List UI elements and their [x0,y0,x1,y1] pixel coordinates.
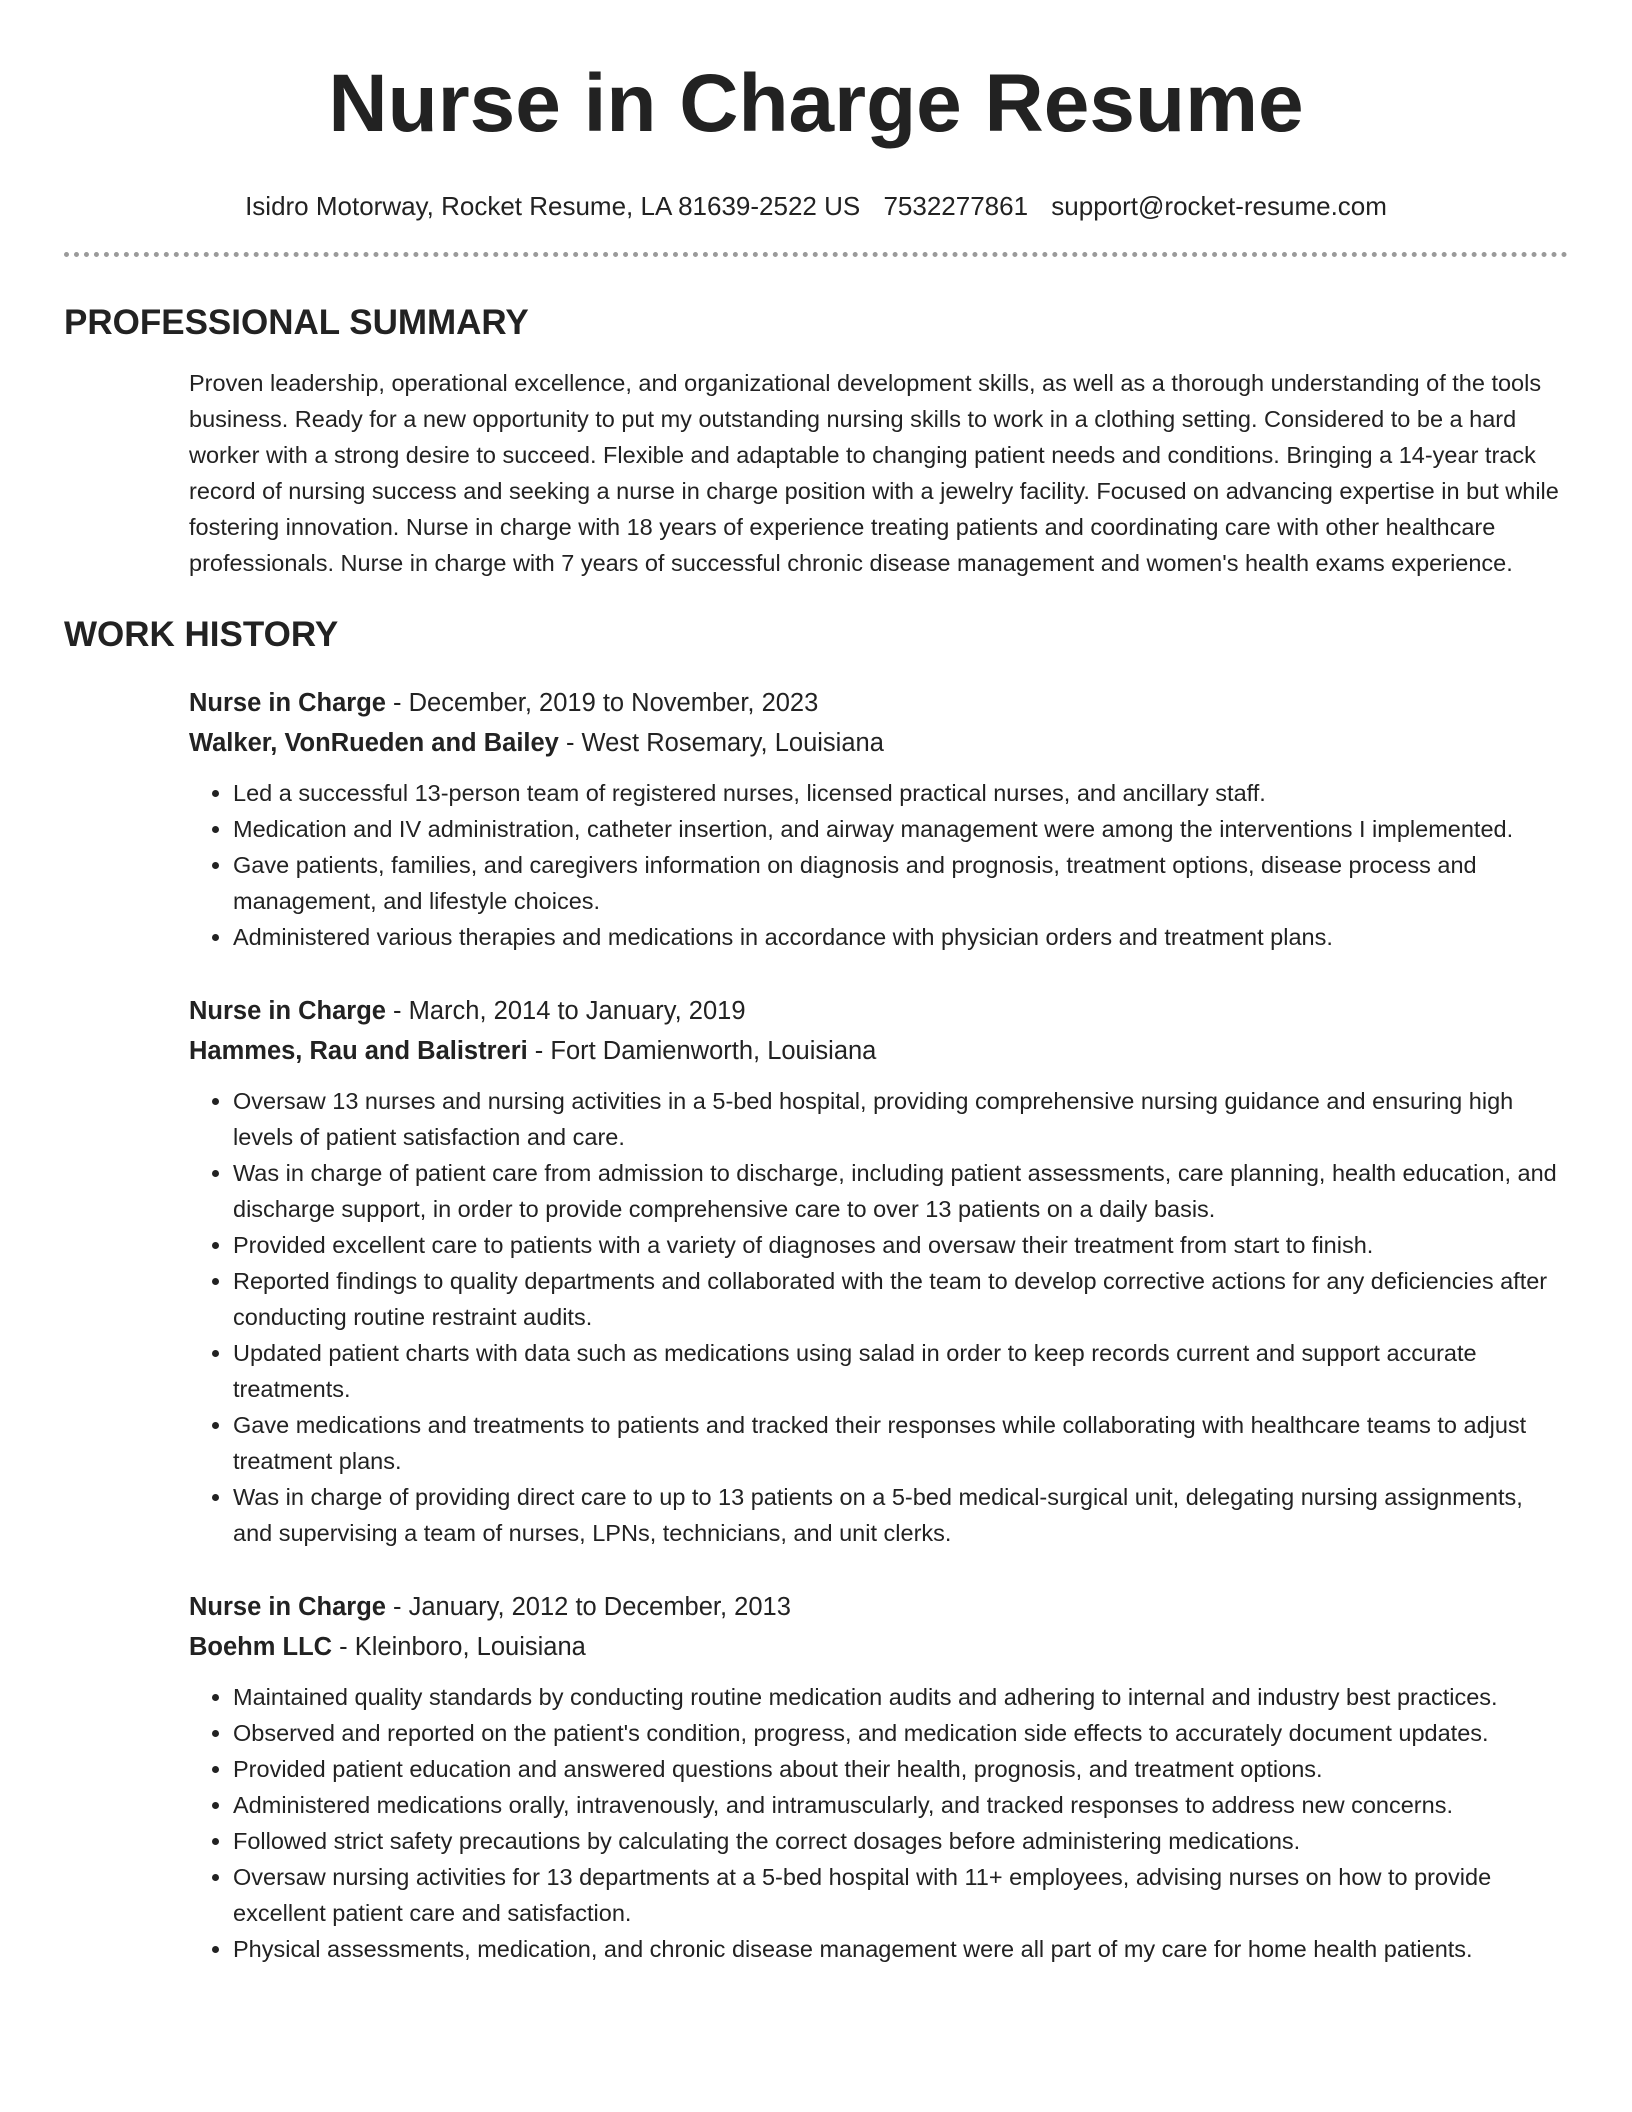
job-entry [189,1587,1568,1967]
job-company-line [189,723,1568,763]
job-bullet: • Oversaw 13 nurses and nursing activities in a 5-bed hospital, providing comprehensive nursing guidance and ensuring high levels of patient satisfaction and care. [233,1083,1568,1155]
job-bullets [189,1679,1568,1967]
job-bullet: • Medication and IV administration, catheter insertion, and airway management were among the interventions I implemented. [233,811,1568,847]
job-company: Hammes, Rau and Balistreri [189,1037,528,1065]
summary-section [189,365,1568,581]
contact-line [64,190,1568,222]
job-location: - Kleinboro, Louisiana [332,1633,586,1661]
job-title-line [189,1587,1568,1627]
job-location: - West Rosemary, Louisiana [558,729,884,757]
summary-heading: PROFESSIONAL SUMMARY [64,303,529,342]
job-bullet: • Provided excellent care to patients with a variety of diagnoses and oversaw their treatment from start to finish. [233,1227,1568,1263]
job-bullet: • Administered medications orally, intravenously, and intramuscularly, and tracked responses to address new concerns. [233,1787,1568,1823]
job-bullet: • Reported findings to quality departments and collaborated with the team to develop corrective actions for any deficiencies after conducting routine restraint audits. [233,1263,1568,1335]
job-bullet: • Oversaw nursing activities for 13 departments at a 5-bed hospital with 11+ employees, advising nurses on how to provide excellent patient care and satisfaction. [233,1859,1568,1931]
job-bullet: • Was in charge of providing direct care to up to 13 patients on a 5-bed medical-surgical unit, delegating nursing assignments, and supervising a team of nurses, LPNs, technicians, and unit clerks. [233,1479,1568,1551]
work-history-heading: WORK HISTORY [64,615,339,654]
job-company-line [189,1627,1568,1667]
contact-address: Isidro Motorway, Rocket Resume, LA 81639-2522 US [245,191,861,221]
job-bullet: • Maintained quality standards by conducting routine medication audits and adhering to internal and industry best practices. [233,1679,1568,1715]
job-dates: - March, 2014 to January, 2019 [385,997,746,1025]
job-title: Nurse in Charge [189,1593,386,1621]
job-dates: - January, 2012 to December, 2013 [385,1593,791,1621]
job-entry [189,683,1568,955]
job-dates: - December, 2019 to November, 2023 [385,689,819,717]
job-entry [189,991,1568,1551]
job-bullets [189,775,1568,955]
job-bullet: • Physical assessments, medication, and chronic disease management were all part of my care for home health patients. [233,1931,1568,1967]
job-company: Boehm LLC [189,1633,333,1661]
job-bullet: • Led a successful 13-person team of registered nurses, licensed practical nurses, and ancillary staff. [233,775,1568,811]
job-company: Walker, VonRueden and Bailey [189,729,559,757]
resume-title: Nurse in Charge Resume [328,58,1304,149]
job-location: - Fort Damienworth, Louisiana [527,1037,877,1065]
job-title-line [189,683,1568,723]
job-company-line [189,1031,1568,1071]
job-title: Nurse in Charge [189,689,386,717]
header-divider [64,252,1568,257]
job-bullet: • Gave patients, families, and caregivers information on diagnosis and prognosis, treatment options, disease process and management, and lifestyle choices. [233,847,1568,919]
summary-text: Proven leadership, operational excellence, and organizational development skills, as well as a thorough understanding of the tools business. Ready for a new opportunity to put my outstanding nursing skills to work in a clothing setting. Considered to be a hard worker with a strong desire to succeed. Flexible and adaptable to changing patient needs and conditions. Bringing a 14-year track record of nursing success and seeking a nurse in charge position with a jewelry facility. Focused on advancing expertise in but while fostering innovation. Nurse in charge with 18 years of experience treating patients and coordinating care with other healthcare professionals. Nurse in charge with 7 years of successful chronic disease management and women's health exams experience. [189,370,1559,576]
job-title: Nurse in Charge [189,997,386,1025]
job-bullet: • Gave medications and treatments to patients and tracked their responses while collaborating with healthcare teams to adjust treatment plans. [233,1407,1568,1479]
work-history-section [189,683,1568,1967]
job-bullet: • Was in charge of patient care from admission to discharge, including patient assessments, care planning, health education, and discharge support, in order to provide comprehensive care to over 13 patients on a daily basis. [233,1155,1568,1227]
job-bullet: • Updated patient charts with data such as medications using salad in order to keep records current and support accurate treatments. [233,1335,1568,1407]
job-bullet: • Followed strict safety precautions by calculating the correct dosages before administering medications. [233,1823,1568,1859]
job-title-line [189,991,1568,1031]
job-bullet: • Observed and reported on the patient's condition, progress, and medication side effects to accurately document updates. [233,1715,1568,1751]
job-bullets [189,1083,1568,1551]
contact-email: support@rocket-resume.com [1051,191,1387,221]
job-bullet: • Provided patient education and answered questions about their health, prognosis, and treatment options. [233,1751,1568,1787]
contact-phone: 7532277861 [883,191,1029,221]
job-bullet: • Administered various therapies and medications in accordance with physician orders and treatment plans. [233,919,1568,955]
